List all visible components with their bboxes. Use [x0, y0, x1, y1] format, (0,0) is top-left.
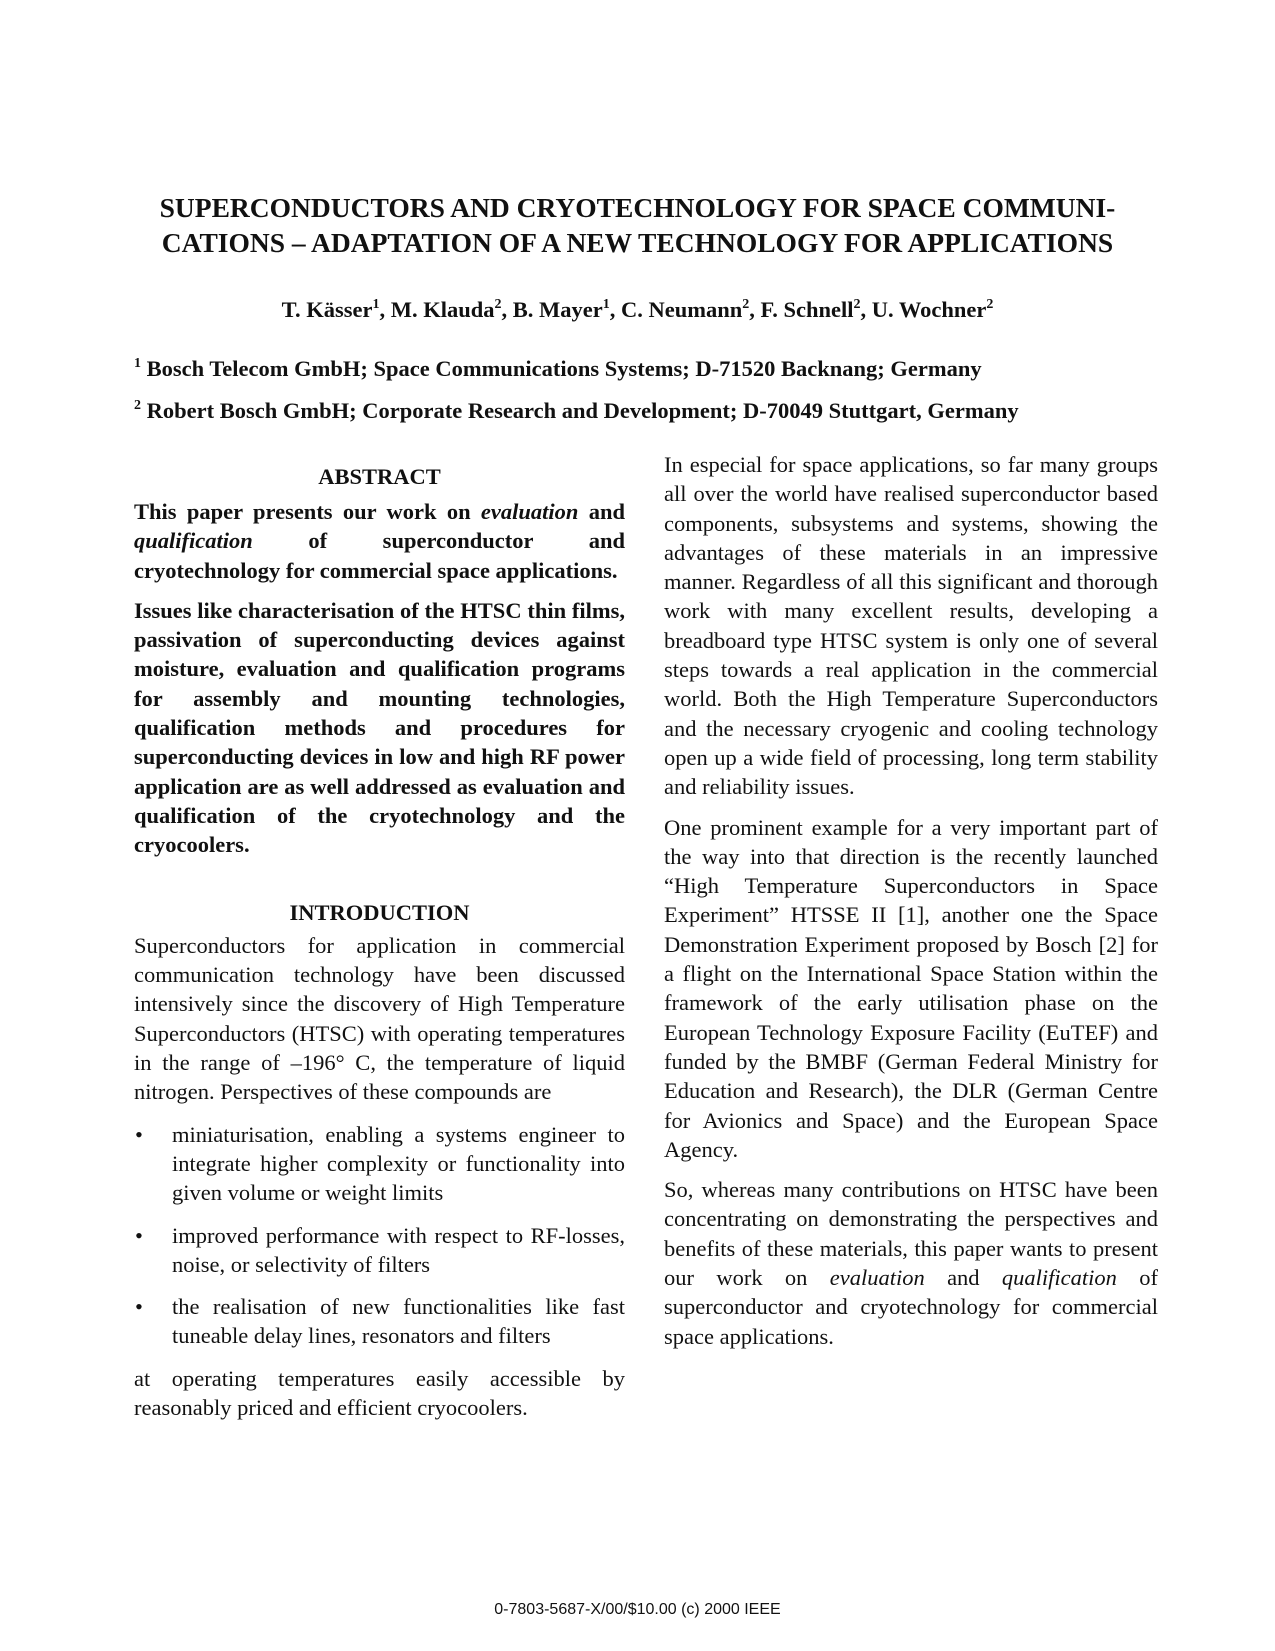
author: M. Klauda$^2$, [390, 297, 513, 322]
body-paragraph-2: One prominent example for a very important part of the way into that direction is the recently launched “High Temperature Superconductors in Space Experiment” HTSSE II [1], another one the Space Demonstration Experiment proposed by Bosch [2] for a flight on the International Space Station within the framework of the early utilisation phase on the European Technology Exposure Facility (EuTEF) and funded by the BMBF (German Federal Ministry for Education and Research), the DLR (German Centre for Avionics and Space) and the European Space Agency. [664, 814, 1158, 1162]
author-affiliation-mark: 1 [602, 297, 610, 312]
bullet-icon: • [135, 1121, 143, 1147]
bullet-icon: • [135, 1294, 143, 1320]
affiliation-1 [134, 355, 1194, 383]
author: U. Wochner$^2$ [871, 297, 994, 322]
title-line-1: SUPERCONDUCTORS AND CRYOTECHNOLOGY FOR SPACE COMMUNI- [159, 192, 1116, 223]
abstract-paragraph-1: This paper presents our work on evaluation and qualification of superconductor and cryotechnology for commercial space applications. [134, 499, 626, 583]
introduction-heading: INTRODUCTION [289, 899, 470, 925]
list-item: • miniaturisation, enabling a systems engineer to integrate higher complexity or functionality into given volume or weight limits [135, 1121, 625, 1206]
author-affiliation-mark: 2 [853, 297, 861, 312]
author-affiliation-mark: 2 [494, 297, 502, 312]
affiliation-2 [134, 397, 1194, 425]
affiliation-text: Bosch Telecom GmbH; Space Communications Systems; D-71520 Backnang; Germany [146, 356, 982, 381]
title-line-2: CATIONS – ADAPTATION OF A NEW TECHNOLOGY FOR APPLICATIONS [161, 227, 1114, 258]
affiliation-number: 1 [134, 356, 141, 371]
author: C. Neumann$^2$, [621, 297, 761, 322]
body-paragraph-1: In especial for space applications, so far many groups all over the world have realised superconductor based components, subsystems and systems, showing the advantages of these materials in an impressive manner. Regardless of all this significant and thorough work with many excellent results, developing a breadboard type HTSC system is only one of several steps towards a real application in the commercial world. Both the High Temperature Superconductors and the necessary cryogenic and cooling technology open up a wide field of processing, long term stability and reliability issues. [664, 452, 1158, 800]
list-item: • the realisation of new functionalities like fast tuneable delay lines, resonators and filters [135, 1294, 625, 1349]
affiliation-number: 2 [134, 398, 141, 413]
affiliation-text: Robert Bosch GmbH; Corporate Research and Development; D-70049 Stuttgart, Germany [146, 398, 1019, 423]
introduction-paragraph-2: at operating temperatures easily accessible by reasonably priced and efficient cryocoolers. [134, 1365, 625, 1421]
author: T. Kässer$^1$, [281, 297, 391, 322]
author-affiliation-mark: 2 [742, 297, 750, 312]
copyright-footer: 0-7803-5687-X/00/$10.00 (c) 2000 IEEE [494, 1601, 781, 1618]
author: B. Mayer$^1$, [512, 297, 621, 322]
list-item: • improved performance with respect to RF-losses, noise, or selectivity of filters [135, 1222, 625, 1277]
introduction-paragraph-1: Superconductors for application in commercial communication technology have been discussed intensively since the discovery of High Temperature Superconductors (HTSC) with operating temperatures in the range of –196° C, the temperature of liquid nitrogen. Perspectives of these compounds are [134, 932, 625, 1105]
author: F. Schnell$^2$, [760, 297, 872, 322]
right-column [664, 450, 1158, 1351]
body-paragraph-3: So, whereas many contributions on HTSC have been concentrating on demonstrating the perspectives and benefits of these materials, this paper wants to present our work on evaluation and qualification of superconductor and cryotechnology for commercial space applications. [664, 1177, 1158, 1349]
perspectives-list [134, 1120, 625, 1351]
author-affiliation-mark: 1 [372, 297, 380, 312]
left-column [134, 462, 625, 1422]
abstract-heading: ABSTRACT [318, 464, 441, 489]
bullet-icon: • [135, 1222, 143, 1248]
abstract-paragraph-2: Issues like characterisation of the HTSC thin films, passivation of superconducting devices against moisture, evaluation and qualification programs for assembly and mounting technologies, qualification methods and procedures for superconducting devices in low and high RF power application are as well addressed as evaluation and qualification of the cryotechnology and the cryocoolers. [134, 597, 625, 858]
author-list [100, 295, 1175, 325]
author-affiliation-mark: 2 [986, 297, 994, 312]
paper-title [100, 190, 1175, 260]
